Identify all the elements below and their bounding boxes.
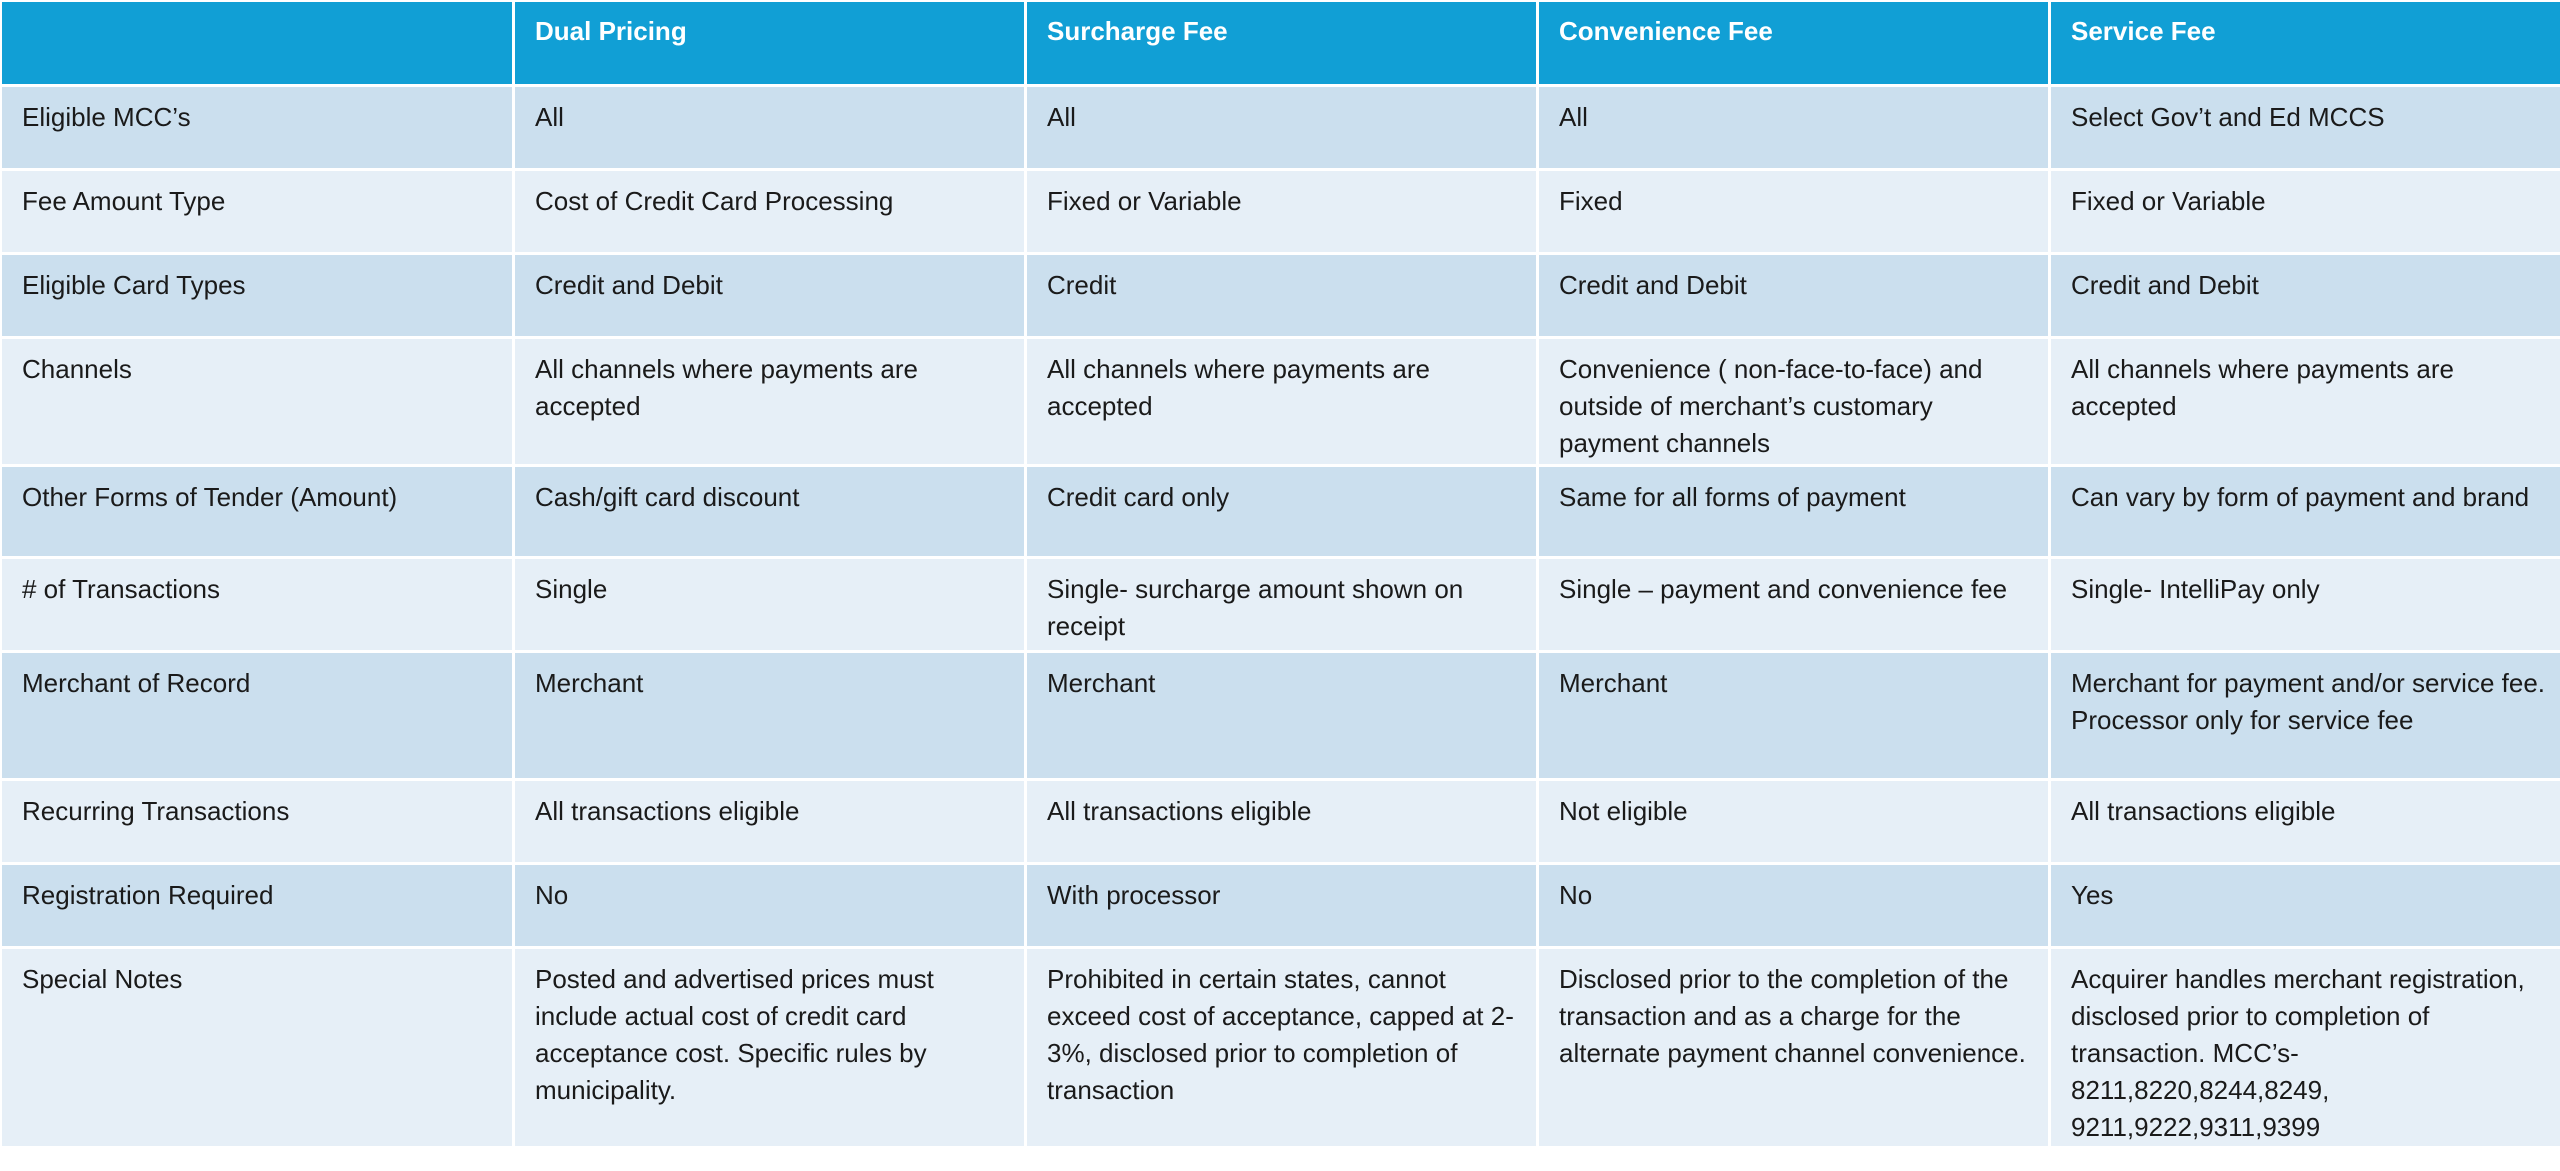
table-row (2, 339, 2560, 464)
row-label: Fee Amount Type (2, 171, 512, 252)
table-cell: Credit card only (1027, 467, 1536, 556)
table-cell: Merchant (1027, 653, 1536, 778)
table-cell: Single (515, 559, 1024, 650)
table-cell: Can vary by form of payment and brand (2051, 467, 2560, 556)
table-cell: No (515, 865, 1024, 946)
table-row (2, 949, 2560, 1146)
table-cell: Acquirer handles merchant registration, disclosed prior to completion of transaction. MCC’s- 8211,8220,8244,8249, 9211,9222,9311,9399 (2051, 949, 2560, 1146)
table-cell: All channels where payments are accepted (1027, 339, 1536, 464)
table-cell: Not eligible (1539, 781, 2048, 862)
row-label: Eligible Card Types (2, 255, 512, 336)
table-cell: Fixed (1539, 171, 2048, 252)
table-cell: Credit and Debit (515, 255, 1024, 336)
table-cell: Yes (2051, 865, 2560, 946)
table-row (2, 171, 2560, 252)
header-cell-blank (2, 2, 512, 84)
table-cell: Same for all forms of payment (1539, 467, 2048, 556)
row-label: Merchant of Record (2, 653, 512, 778)
table-cell: All transactions eligible (1027, 781, 1536, 862)
table-row (2, 653, 2560, 778)
table-cell: All (1539, 87, 2048, 168)
table-cell: Merchant (1539, 653, 2048, 778)
header-surcharge-fee: Surcharge Fee (1027, 2, 1536, 84)
table-cell: Merchant for payment and/or service fee. Processor only for service fee (2051, 653, 2560, 778)
table-row (2, 559, 2560, 650)
table-cell: Single – payment and convenience fee (1539, 559, 2048, 650)
header-service-fee: Service Fee (2051, 2, 2560, 84)
table-cell: No (1539, 865, 2048, 946)
row-label: # of Transactions (2, 559, 512, 650)
row-label: Recurring Transactions (2, 781, 512, 862)
table-cell: All transactions eligible (515, 781, 1024, 862)
table-cell: All transactions eligible (2051, 781, 2560, 862)
table-cell: Credit (1027, 255, 1536, 336)
table-cell: Cost of Credit Card Processing (515, 171, 1024, 252)
row-label: Special Notes (2, 949, 512, 1146)
table-row (2, 255, 2560, 336)
row-label: Other Forms of Tender (Amount) (2, 467, 512, 556)
header-convenience-fee: Convenience Fee (1539, 2, 2048, 84)
table-cell: Single- IntelliPay only (2051, 559, 2560, 650)
table-cell: Fixed or Variable (1027, 171, 1536, 252)
table-cell: Credit and Debit (2051, 255, 2560, 336)
table-cell: Disclosed prior to the completion of the transaction and as a charge for the alternate payment channel convenience. (1539, 949, 2048, 1146)
table-cell: Single- surcharge amount shown on receipt (1027, 559, 1536, 650)
row-label: Registration Required (2, 865, 512, 946)
header-row (2, 2, 2560, 84)
row-label: Eligible MCC’s (2, 87, 512, 168)
table-cell: All (1027, 87, 1536, 168)
table-cell: Fixed or Variable (2051, 171, 2560, 252)
table-row (2, 467, 2560, 556)
table-cell: Prohibited in certain states, cannot exceed cost of acceptance, capped at 2-3%, disclosed prior to completion of transaction (1027, 949, 1536, 1146)
table-cell: All channels where payments are accepted (2051, 339, 2560, 464)
row-label: Channels (2, 339, 512, 464)
table-cell: With processor (1027, 865, 1536, 946)
table-cell: Cash/gift card discount (515, 467, 1024, 556)
table-cell: All (515, 87, 1024, 168)
table-cell: Credit and Debit (1539, 255, 2048, 336)
table-cell: Select Gov’t and Ed MCCS (2051, 87, 2560, 168)
table-cell: All channels where payments are accepted (515, 339, 1024, 464)
table-cell: Convenience ( non-face-to-face) and outside of merchant’s customary payment channels (1539, 339, 2048, 464)
table-cell: Merchant (515, 653, 1024, 778)
table-row (2, 865, 2560, 946)
table-row (2, 781, 2560, 862)
header-dual-pricing: Dual Pricing (515, 2, 1024, 84)
table-cell: Posted and advertised prices must include actual cost of credit card acceptance cost. Specific rules by municipality. (515, 949, 1024, 1146)
table-row (2, 87, 2560, 168)
